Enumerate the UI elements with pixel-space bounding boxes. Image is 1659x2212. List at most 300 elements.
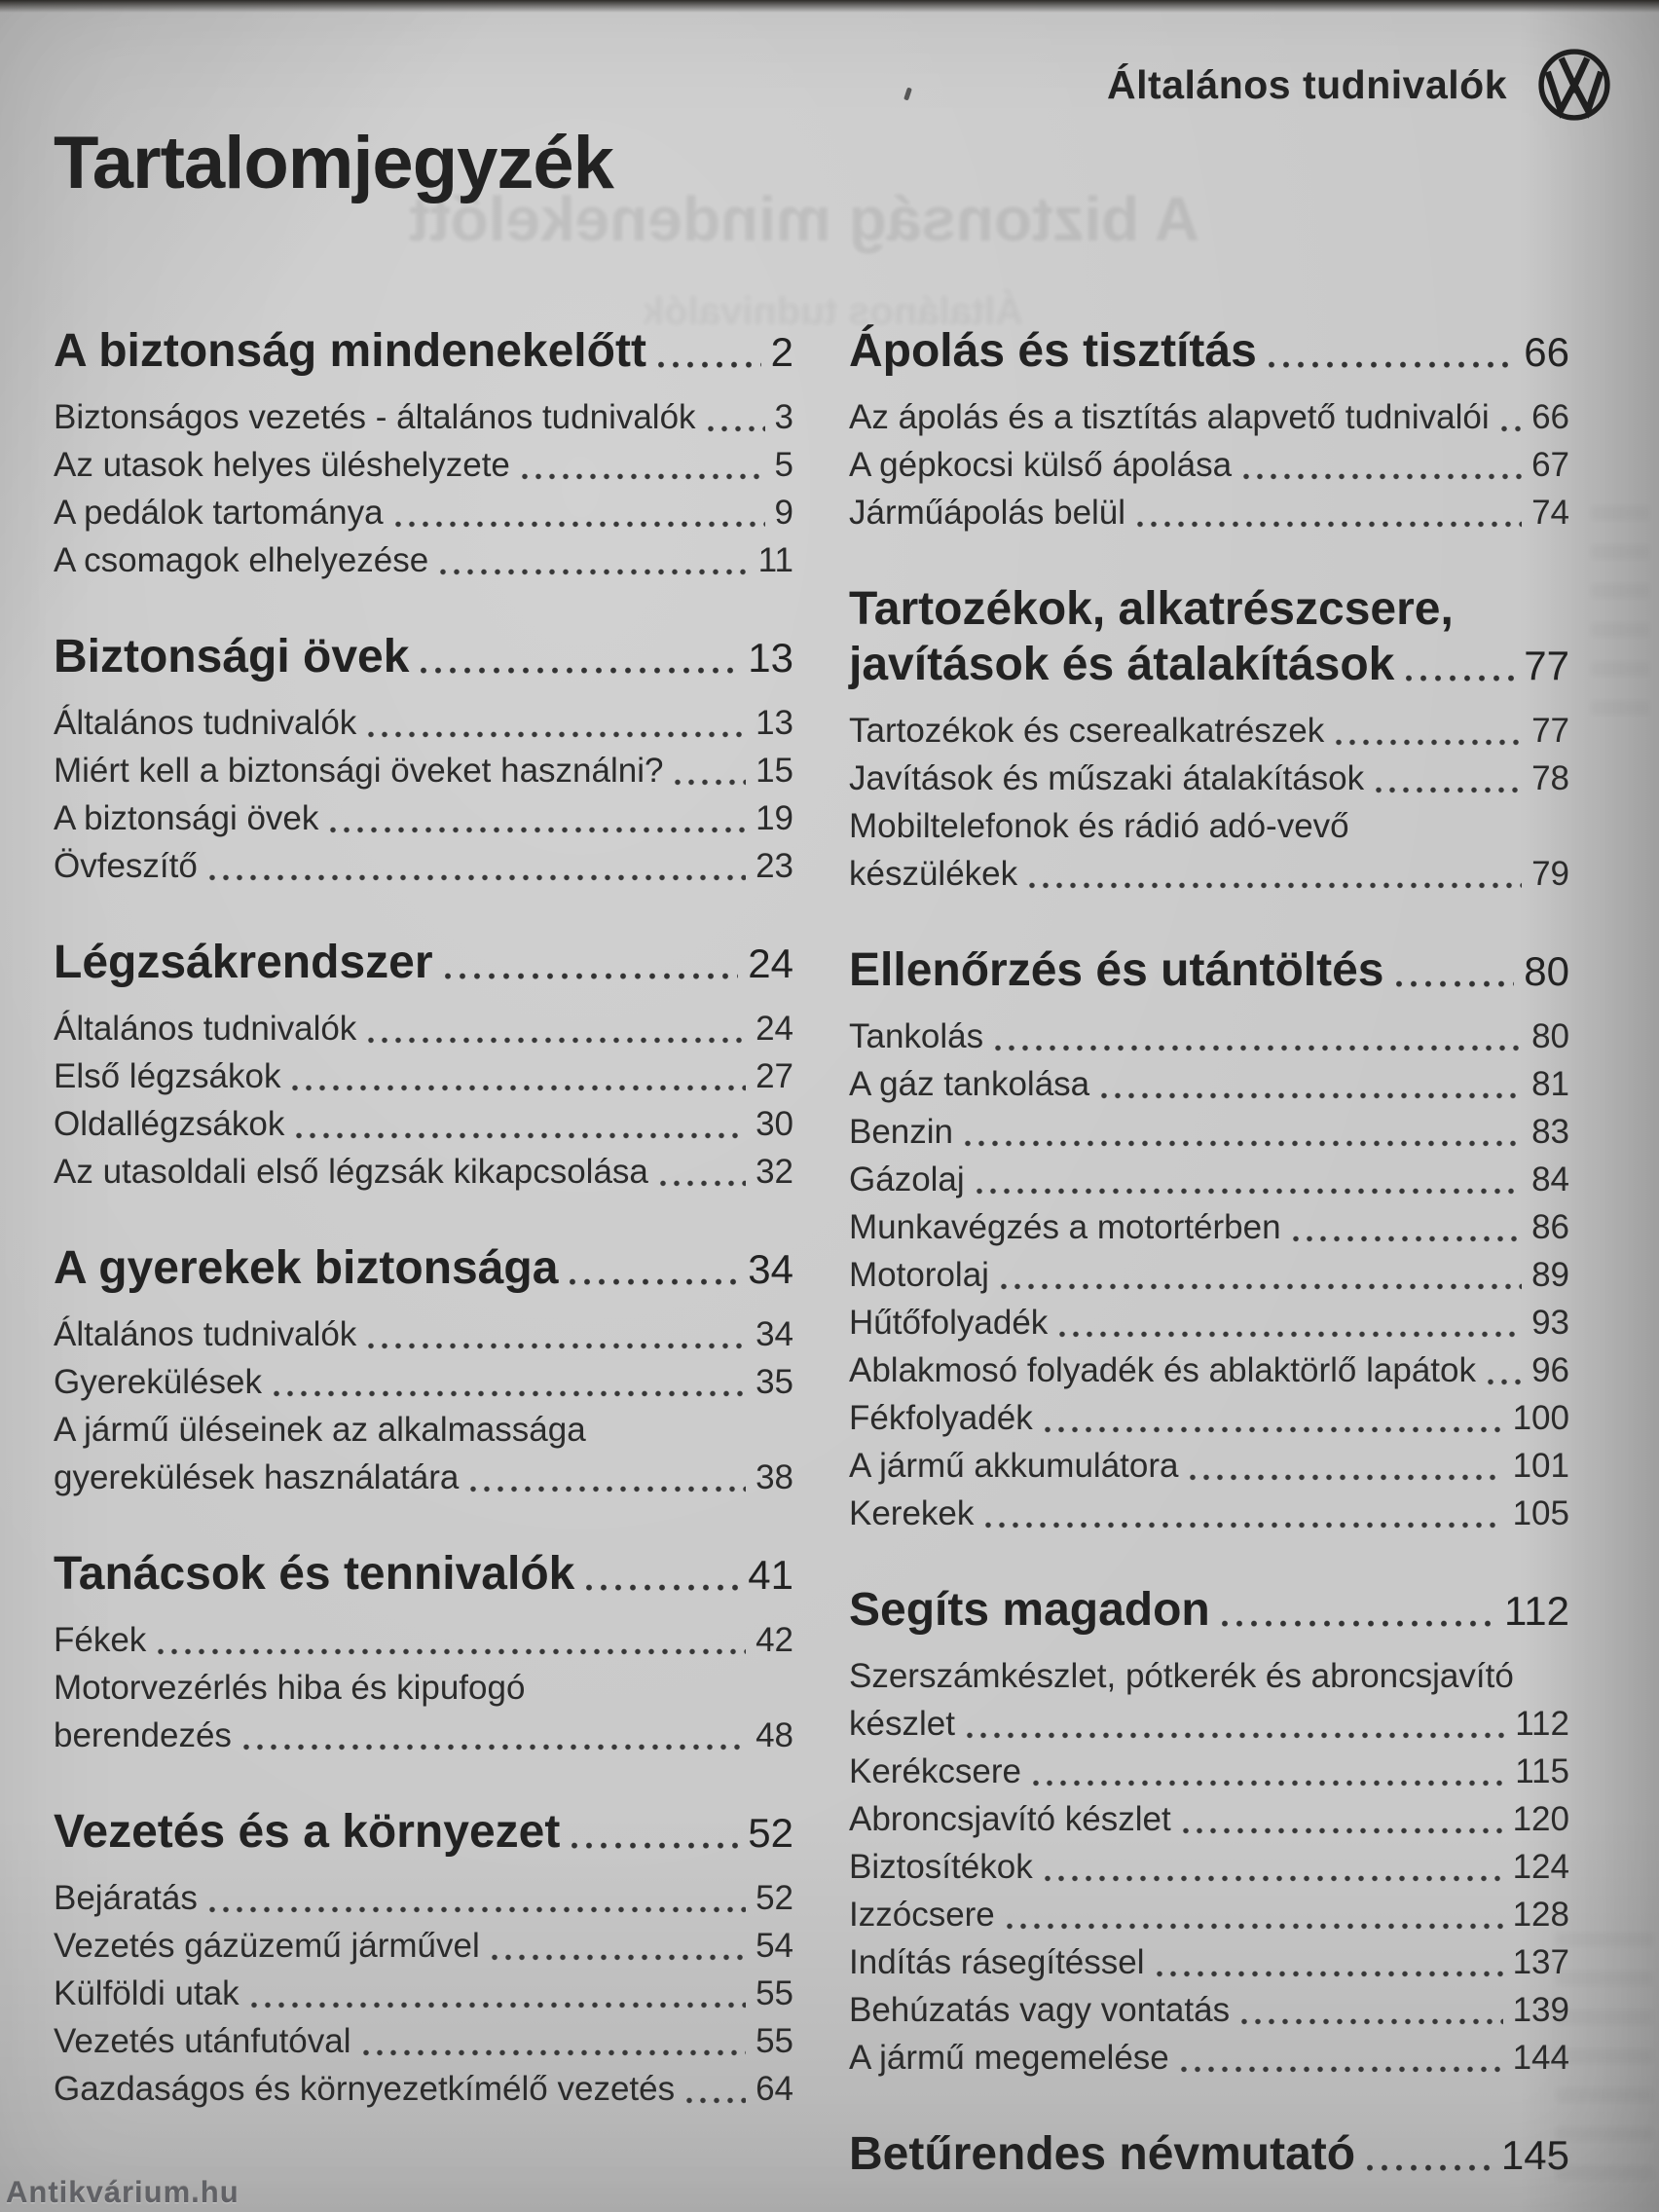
toc-entry-label: Általános tudnivalók: [54, 704, 357, 742]
toc-entry-page-number: 11: [757, 541, 793, 579]
toc-row: [849, 1700, 1569, 1748]
toc-entry-label: Az utasoldali első légzsák kikapcsolása: [54, 1153, 648, 1191]
toc-entry-label: A csomagok elhelyezése: [54, 541, 429, 579]
dot-leader: [571, 1842, 738, 1850]
toc-row: [849, 755, 1569, 802]
dot-leader: [1137, 521, 1522, 528]
toc-entry-page-number: 34: [756, 1315, 793, 1353]
toc-row: [54, 1664, 793, 1712]
toc-row: [54, 1052, 793, 1100]
toc-entry-label: Tartozékok, alkatrészcsere,: [849, 583, 1454, 635]
toc-row: [849, 323, 1569, 380]
toc-entry-page-number: 23: [756, 847, 793, 885]
toc-row: [849, 1938, 1569, 1986]
toc-row: [849, 1986, 1569, 2034]
dot-leader: [421, 667, 738, 675]
toc-row: [54, 323, 793, 380]
toc-row: [849, 1013, 1569, 1060]
toc-entry-label: Motorolaj: [849, 1256, 989, 1294]
toc-entry-page-number: 27: [756, 1057, 793, 1095]
toc-row: [54, 1148, 793, 1196]
dot-leader: [395, 521, 765, 528]
dot-leader: [967, 1732, 1505, 1739]
toc-row: [54, 1712, 793, 1759]
toc-entry-page-number: 79: [1531, 855, 1569, 893]
toc-row: [849, 1442, 1569, 1490]
toc-item: [849, 393, 1569, 441]
toc-entry-label: A biztonsági övek: [54, 799, 319, 837]
toc-item: [849, 1490, 1569, 1537]
toc-entry-label: A biztonság mindenekelőtt: [54, 325, 646, 377]
toc-entry-label: Vezetés gázüzemű járművel: [54, 1927, 480, 1965]
toc-entry-label: Mobiltelefonok és rádió adó-vevő: [849, 807, 1349, 845]
toc-entry-page-number: 42: [756, 1621, 793, 1659]
toc-row: [849, 393, 1569, 441]
toc-row: [849, 1299, 1569, 1346]
toc-entry-label: Vezetés és a környezet: [54, 1806, 561, 1858]
dot-leader: [985, 1522, 1502, 1529]
toc-entry-page-number: 93: [1531, 1304, 1569, 1342]
toc-entry-label: A jármű üléseinek az alkalmassága: [54, 1411, 586, 1449]
dot-leader: [445, 973, 739, 980]
toc-entry-page-number: 38: [756, 1458, 793, 1496]
toc-row: [849, 1346, 1569, 1394]
toc-entry-label: készlet: [849, 1705, 955, 1743]
page-title: Tartalomjegyzék: [54, 122, 613, 204]
toc-entry-page-number: 137: [1512, 1943, 1569, 1981]
toc-entry-label: Biztosítékok: [849, 1848, 1033, 1886]
toc-item: [849, 1156, 1569, 1203]
toc-entry-page-number: 32: [756, 1153, 793, 1191]
toc-entry-page-number: 19: [756, 799, 793, 837]
toc-row: [849, 802, 1569, 850]
dot-leader: [209, 874, 746, 881]
bleed-through-text: A biztonság mindenekelőtt: [409, 184, 1199, 254]
dot-leader: [570, 1278, 738, 1286]
toc-row: [54, 935, 793, 991]
toc-entry-page-number: 35: [756, 1363, 793, 1401]
dot-leader: [440, 569, 748, 575]
toc-item: [849, 1843, 1569, 1891]
toc-entry-label: Ápolás és tisztítás: [849, 325, 1257, 377]
toc-row: [54, 1922, 793, 1970]
dot-leader: [368, 731, 746, 738]
toc-entry-label: javítások és átalakítások: [849, 639, 1395, 690]
toc-entry-label: Gázolaj: [849, 1161, 965, 1198]
toc-entry-label: Általános tudnivalók: [54, 1010, 357, 1048]
toc-item: [849, 2034, 1569, 2082]
toc-row: [54, 393, 793, 441]
toc-item: [849, 1299, 1569, 1346]
dot-leader: [675, 779, 746, 786]
toc-item: [849, 441, 1569, 489]
toc-item: [849, 1394, 1569, 1442]
toc-entry-label: Az ápolás és a tisztítás alapvető tudnivalói: [849, 398, 1490, 436]
dot-leader: [586, 1584, 738, 1592]
toc-entry-label: Az utasok helyes üléshelyzete: [54, 446, 510, 484]
toc-entry-label: készülékek: [849, 855, 1018, 893]
toc-column-left: [54, 323, 793, 2113]
toc-row: [54, 2065, 793, 2113]
dot-leader: [368, 1037, 746, 1044]
toc-row: [54, 441, 793, 489]
toc-entry-label: A jármű megemelése: [849, 2039, 1169, 2077]
toc-entry-page-number: 112: [1515, 1705, 1569, 1743]
toc-item: [54, 1310, 793, 1358]
toc-entry-label: Első légzsákok: [54, 1057, 281, 1095]
toc-row: [849, 581, 1569, 637]
dot-leader: [1007, 1923, 1503, 1930]
toc-item: [849, 1891, 1569, 1938]
dot-leader: [1181, 2066, 1503, 2073]
toc-entry-page-number: 54: [756, 1927, 793, 1965]
toc-item: [849, 1203, 1569, 1251]
toc-entry-page-number: 84: [1531, 1161, 1569, 1198]
paper-speck: [903, 88, 912, 101]
toc-item: [54, 842, 793, 890]
antikvarium-watermark: Antikvárium.hu: [6, 2175, 240, 2209]
toc-entry-label: Indítás rásegítéssel: [849, 1943, 1145, 1981]
toc-entry-page-number: 86: [1531, 1208, 1569, 1246]
dot-leader: [368, 1343, 746, 1349]
toc-item: [849, 1060, 1569, 1108]
toc-entry-label: Tankolás: [849, 1017, 984, 1055]
toc-entry-label: A gépkocsi külső ápolása: [849, 446, 1233, 484]
toc-entry-label: Javítások és műszaki átalakítások: [849, 759, 1365, 797]
toc-row: [849, 637, 1569, 693]
toc-row: [54, 1970, 793, 2017]
toc-item: [849, 1108, 1569, 1156]
toc-entry-label: Tanácsok és tennivalók: [54, 1548, 575, 1600]
dot-leader: [1367, 2164, 1492, 2172]
toc-entry-label: Övfeszítő: [54, 847, 198, 885]
dot-leader: [686, 2097, 746, 2104]
toc-section-heading: [54, 935, 793, 991]
toc-entry-page-number: 55: [756, 2022, 793, 2060]
toc-item: [54, 1358, 793, 1406]
toc-section-heading: [849, 323, 1569, 380]
toc-entry-label: Betűrendes névmutató: [849, 2128, 1356, 2180]
toc-row: [54, 1100, 793, 1148]
toc-entry-label: Hűtőfolyadék: [849, 1304, 1049, 1342]
toc-section-heading: [849, 2126, 1569, 2183]
toc-entry-label: Általános tudnivalók: [54, 1315, 357, 1353]
page-header: [1107, 47, 1612, 123]
toc-row: [54, 1616, 793, 1664]
toc-item: [54, 2065, 793, 2113]
toc-entry-label: Gazdaságos és környezetkímélő vezetés: [54, 2070, 676, 2108]
dot-leader: [708, 425, 765, 432]
toc-row: [849, 1795, 1569, 1843]
toc-entry-label: Ellenőrzés és utántöltés: [849, 944, 1384, 996]
dot-leader: [522, 473, 765, 480]
toc-entry-page-number: 15: [756, 752, 793, 790]
toc-entry-page-number: 9: [774, 494, 793, 532]
toc-entry-page-number: 80: [1524, 948, 1569, 994]
dot-leader: [1269, 361, 1514, 369]
toc-entry-page-number: 13: [748, 635, 793, 681]
toc-entry-page-number: 64: [756, 2070, 793, 2108]
dot-leader: [330, 827, 746, 833]
toc-row: [54, 1406, 793, 1454]
toc-entry-label: A gáz tankolása: [849, 1065, 1090, 1103]
toc-row: [849, 1156, 1569, 1203]
toc-item: [54, 747, 793, 794]
dot-leader: [1222, 1620, 1494, 1628]
toc-column-right: [849, 323, 1569, 2196]
dot-leader: [1029, 882, 1522, 889]
toc-row: [849, 1843, 1569, 1891]
toc-entry-page-number: 78: [1531, 759, 1569, 797]
toc-entry-page-number: 81: [1531, 1065, 1569, 1103]
dot-leader: [1336, 739, 1522, 746]
toc-row: [54, 1358, 793, 1406]
toc-entry-page-number: 48: [756, 1716, 793, 1754]
dot-leader: [492, 1954, 746, 1961]
toc-item: [54, 1616, 793, 1664]
toc-item: [54, 1100, 793, 1148]
toc-entry-page-number: 34: [748, 1246, 793, 1292]
toc-entry-label: Külföldi utak: [54, 1974, 240, 2012]
toc-row: [849, 707, 1569, 755]
dot-leader: [660, 1180, 746, 1187]
toc-entry-label: Biztonsági övek: [54, 631, 410, 682]
toc-section-heading: [54, 629, 793, 685]
toc-row: [54, 1240, 793, 1297]
toc-row: [849, 1108, 1569, 1156]
toc-row: [54, 1310, 793, 1358]
dot-leader: [251, 2002, 746, 2009]
toc-item: [54, 1664, 793, 1759]
dot-leader: [1059, 1331, 1522, 1338]
toc-item: [849, 755, 1569, 802]
toc-item: [54, 699, 793, 747]
toc-entry-label: Segíts magadon: [849, 1584, 1210, 1636]
toc-row: [849, 1891, 1569, 1938]
dot-leader: [1190, 1474, 1502, 1481]
toc-row: [54, 842, 793, 890]
toc-entry-page-number: 120: [1512, 1800, 1569, 1838]
bleed-smudge: [1556, 1933, 1653, 2205]
dot-leader: [1501, 425, 1522, 432]
toc-entry-page-number: 101: [1512, 1447, 1569, 1485]
toc-entry-page-number: 96: [1531, 1351, 1569, 1389]
toc-entry-label: Ablakmosó folyadék és ablaktörlő lapátok: [849, 1351, 1476, 1389]
toc-entry-page-number: 77: [1531, 712, 1569, 750]
dot-leader: [1183, 1827, 1503, 1834]
dot-leader: [1001, 1283, 1522, 1290]
dot-leader: [1101, 1092, 1522, 1099]
toc-entry-page-number: 67: [1531, 446, 1569, 484]
dot-leader: [1045, 1426, 1503, 1433]
toc-row: [849, 850, 1569, 898]
toc-entry-label: Vezetés utánfutóval: [54, 2022, 351, 2060]
toc-entry-page-number: 2: [770, 329, 793, 375]
toc-entry-page-number: 24: [756, 1010, 793, 1048]
dot-leader: [243, 1744, 746, 1751]
toc-item: [849, 707, 1569, 755]
toc-row: [54, 1454, 793, 1501]
toc-entry-page-number: 66: [1531, 398, 1569, 436]
toc-entry-page-number: 41: [748, 1552, 793, 1598]
dot-leader: [1045, 1875, 1503, 1882]
toc-entry-page-number: 115: [1515, 1752, 1569, 1790]
toc-row: [849, 1490, 1569, 1537]
toc-row: [54, 1005, 793, 1052]
toc-entry-label: Miért kell a biztonsági öveket használni?: [54, 752, 664, 790]
dot-leader: [1488, 1379, 1522, 1385]
toc-entry-label: Munkavégzés a motortérben: [849, 1208, 1281, 1246]
toc-row: [849, 942, 1569, 999]
toc-row: [54, 1874, 793, 1922]
toc-entry-label: Járműápolás belül: [849, 494, 1126, 532]
toc-entry-label: Abroncsjavító készlet: [849, 1800, 1171, 1838]
toc-row: [849, 441, 1569, 489]
toc-item: [54, 489, 793, 536]
toc-row: [849, 1394, 1569, 1442]
toc-entry-label: A pedálok tartománya: [54, 494, 384, 532]
toc-entry-page-number: 144: [1512, 2039, 1569, 2077]
toc-section-heading: [54, 1546, 793, 1603]
toc-item: [849, 489, 1569, 536]
toc-section-heading: [54, 1240, 793, 1297]
toc-row: [54, 489, 793, 536]
toc-item: [54, 441, 793, 489]
toc-row: [54, 747, 793, 794]
toc-item: [849, 1251, 1569, 1299]
toc-entry-label: Bejáratás: [54, 1879, 198, 1917]
toc-item: [54, 1874, 793, 1922]
toc-row: [54, 629, 793, 685]
toc-entry-page-number: 124: [1512, 1848, 1569, 1886]
toc-entry-label: Kerékcsere: [849, 1752, 1022, 1790]
dot-leader: [1293, 1235, 1522, 1242]
toc-item: [849, 1346, 1569, 1394]
toc-entry-label: berendezés: [54, 1716, 232, 1754]
toc-item: [54, 794, 793, 842]
toc-entry-label: Behúzatás vagy vontatás: [849, 1991, 1231, 2029]
toc-row: [54, 2017, 793, 2065]
toc-row: [54, 1804, 793, 1861]
toc-entry-page-number: 52: [756, 1879, 793, 1917]
dot-leader: [470, 1486, 746, 1493]
dot-leader: [977, 1188, 1522, 1195]
toc-row: [849, 489, 1569, 536]
toc-item: [54, 1406, 793, 1501]
toc-row: [849, 2126, 1569, 2183]
toc-entry-page-number: 24: [748, 940, 793, 986]
dot-leader: [1396, 980, 1515, 988]
toc-section-heading: [54, 323, 793, 380]
toc-item: [54, 393, 793, 441]
toc-item: [849, 1652, 1569, 1748]
dot-leader: [1241, 2018, 1503, 2025]
toc-entry-label: Biztonságos vezetés - általános tudnivalók: [54, 398, 696, 436]
toc-row: [849, 2034, 1569, 2082]
toc-entry-page-number: 52: [748, 1810, 793, 1856]
dot-leader: [1243, 473, 1522, 480]
toc-entry-label: Tartozékok és cserealkatrészek: [849, 712, 1325, 750]
toc-item: [849, 1938, 1569, 1986]
toc-entry-page-number: 139: [1512, 1991, 1569, 2029]
toc-section-heading: [849, 1582, 1569, 1639]
bleed-smudge: [1591, 506, 1649, 735]
vw-logo-icon: [1536, 47, 1612, 123]
toc-entry-page-number: 3: [774, 398, 793, 436]
toc-entry-label: Szerszámkészlet, pótkerék és abroncsjavító: [849, 1657, 1514, 1695]
toc-item: [54, 536, 793, 584]
toc-entry-label: Benzin: [849, 1113, 954, 1151]
chapter-label: Általános tudnivalók: [1107, 61, 1507, 107]
toc-item: [849, 802, 1569, 898]
toc-row: [849, 1582, 1569, 1639]
dot-leader: [1406, 675, 1514, 682]
toc-entry-label: Fékfolyadék: [849, 1399, 1033, 1437]
toc-entry-page-number: 128: [1512, 1896, 1569, 1934]
toc-entry-label: A jármű akkumulátora: [849, 1447, 1179, 1485]
toc-item: [849, 1442, 1569, 1490]
dot-leader: [158, 1648, 746, 1655]
toc-entry-page-number: 83: [1531, 1113, 1569, 1151]
toc-row: [849, 1652, 1569, 1700]
dot-leader: [274, 1390, 746, 1397]
toc-item: [54, 1922, 793, 1970]
toc-item: [849, 1795, 1569, 1843]
toc-entry-page-number: 30: [756, 1105, 793, 1143]
dot-leader: [292, 1085, 746, 1091]
toc-row: [849, 1748, 1569, 1795]
toc-entry-label: Kerekek: [849, 1494, 975, 1532]
toc-row: [54, 536, 793, 584]
toc-entry-page-number: 105: [1512, 1494, 1569, 1532]
toc-item: [849, 1013, 1569, 1060]
toc-entry-page-number: 145: [1500, 2132, 1569, 2178]
dot-leader: [363, 2049, 747, 2056]
toc-item: [54, 2017, 793, 2065]
toc-entry-label: gyerekülések használatára: [54, 1458, 460, 1496]
toc-entry-label: Légzsákrendszer: [54, 937, 433, 988]
dot-leader: [1033, 1780, 1505, 1787]
dot-leader: [296, 1132, 746, 1139]
toc-entry-page-number: 80: [1531, 1017, 1569, 1055]
toc-row: [849, 1060, 1569, 1108]
toc-row: [849, 1251, 1569, 1299]
toc-entry-label: Izzócsere: [849, 1896, 995, 1934]
toc-row: [54, 1546, 793, 1603]
toc-section-heading: [849, 942, 1569, 999]
toc-entry-page-number: 100: [1512, 1399, 1569, 1437]
toc-entry-label: Oldallégzsákok: [54, 1105, 285, 1143]
toc-row: [849, 1203, 1569, 1251]
dot-leader: [1376, 787, 1522, 793]
dot-leader: [965, 1140, 1522, 1147]
toc-item: [849, 1748, 1569, 1795]
toc-item: [54, 1005, 793, 1052]
dot-leader: [995, 1045, 1522, 1051]
toc-entry-page-number: 77: [1524, 643, 1569, 688]
toc-item: [54, 1970, 793, 2017]
toc-entry-page-number: 13: [756, 704, 793, 742]
toc-item: [54, 1052, 793, 1100]
toc-row: [54, 699, 793, 747]
toc-item: [849, 1986, 1569, 2034]
toc-entry-page-number: 112: [1504, 1588, 1569, 1634]
toc-entry-page-number: 55: [756, 1974, 793, 2012]
toc-entry-label: A gyerekek biztonsága: [54, 1242, 559, 1294]
toc-entry-label: Motorvezérlés hiba és kipufogó: [54, 1669, 526, 1707]
dot-leader: [1157, 1971, 1503, 1977]
toc-section-heading: [849, 581, 1569, 693]
